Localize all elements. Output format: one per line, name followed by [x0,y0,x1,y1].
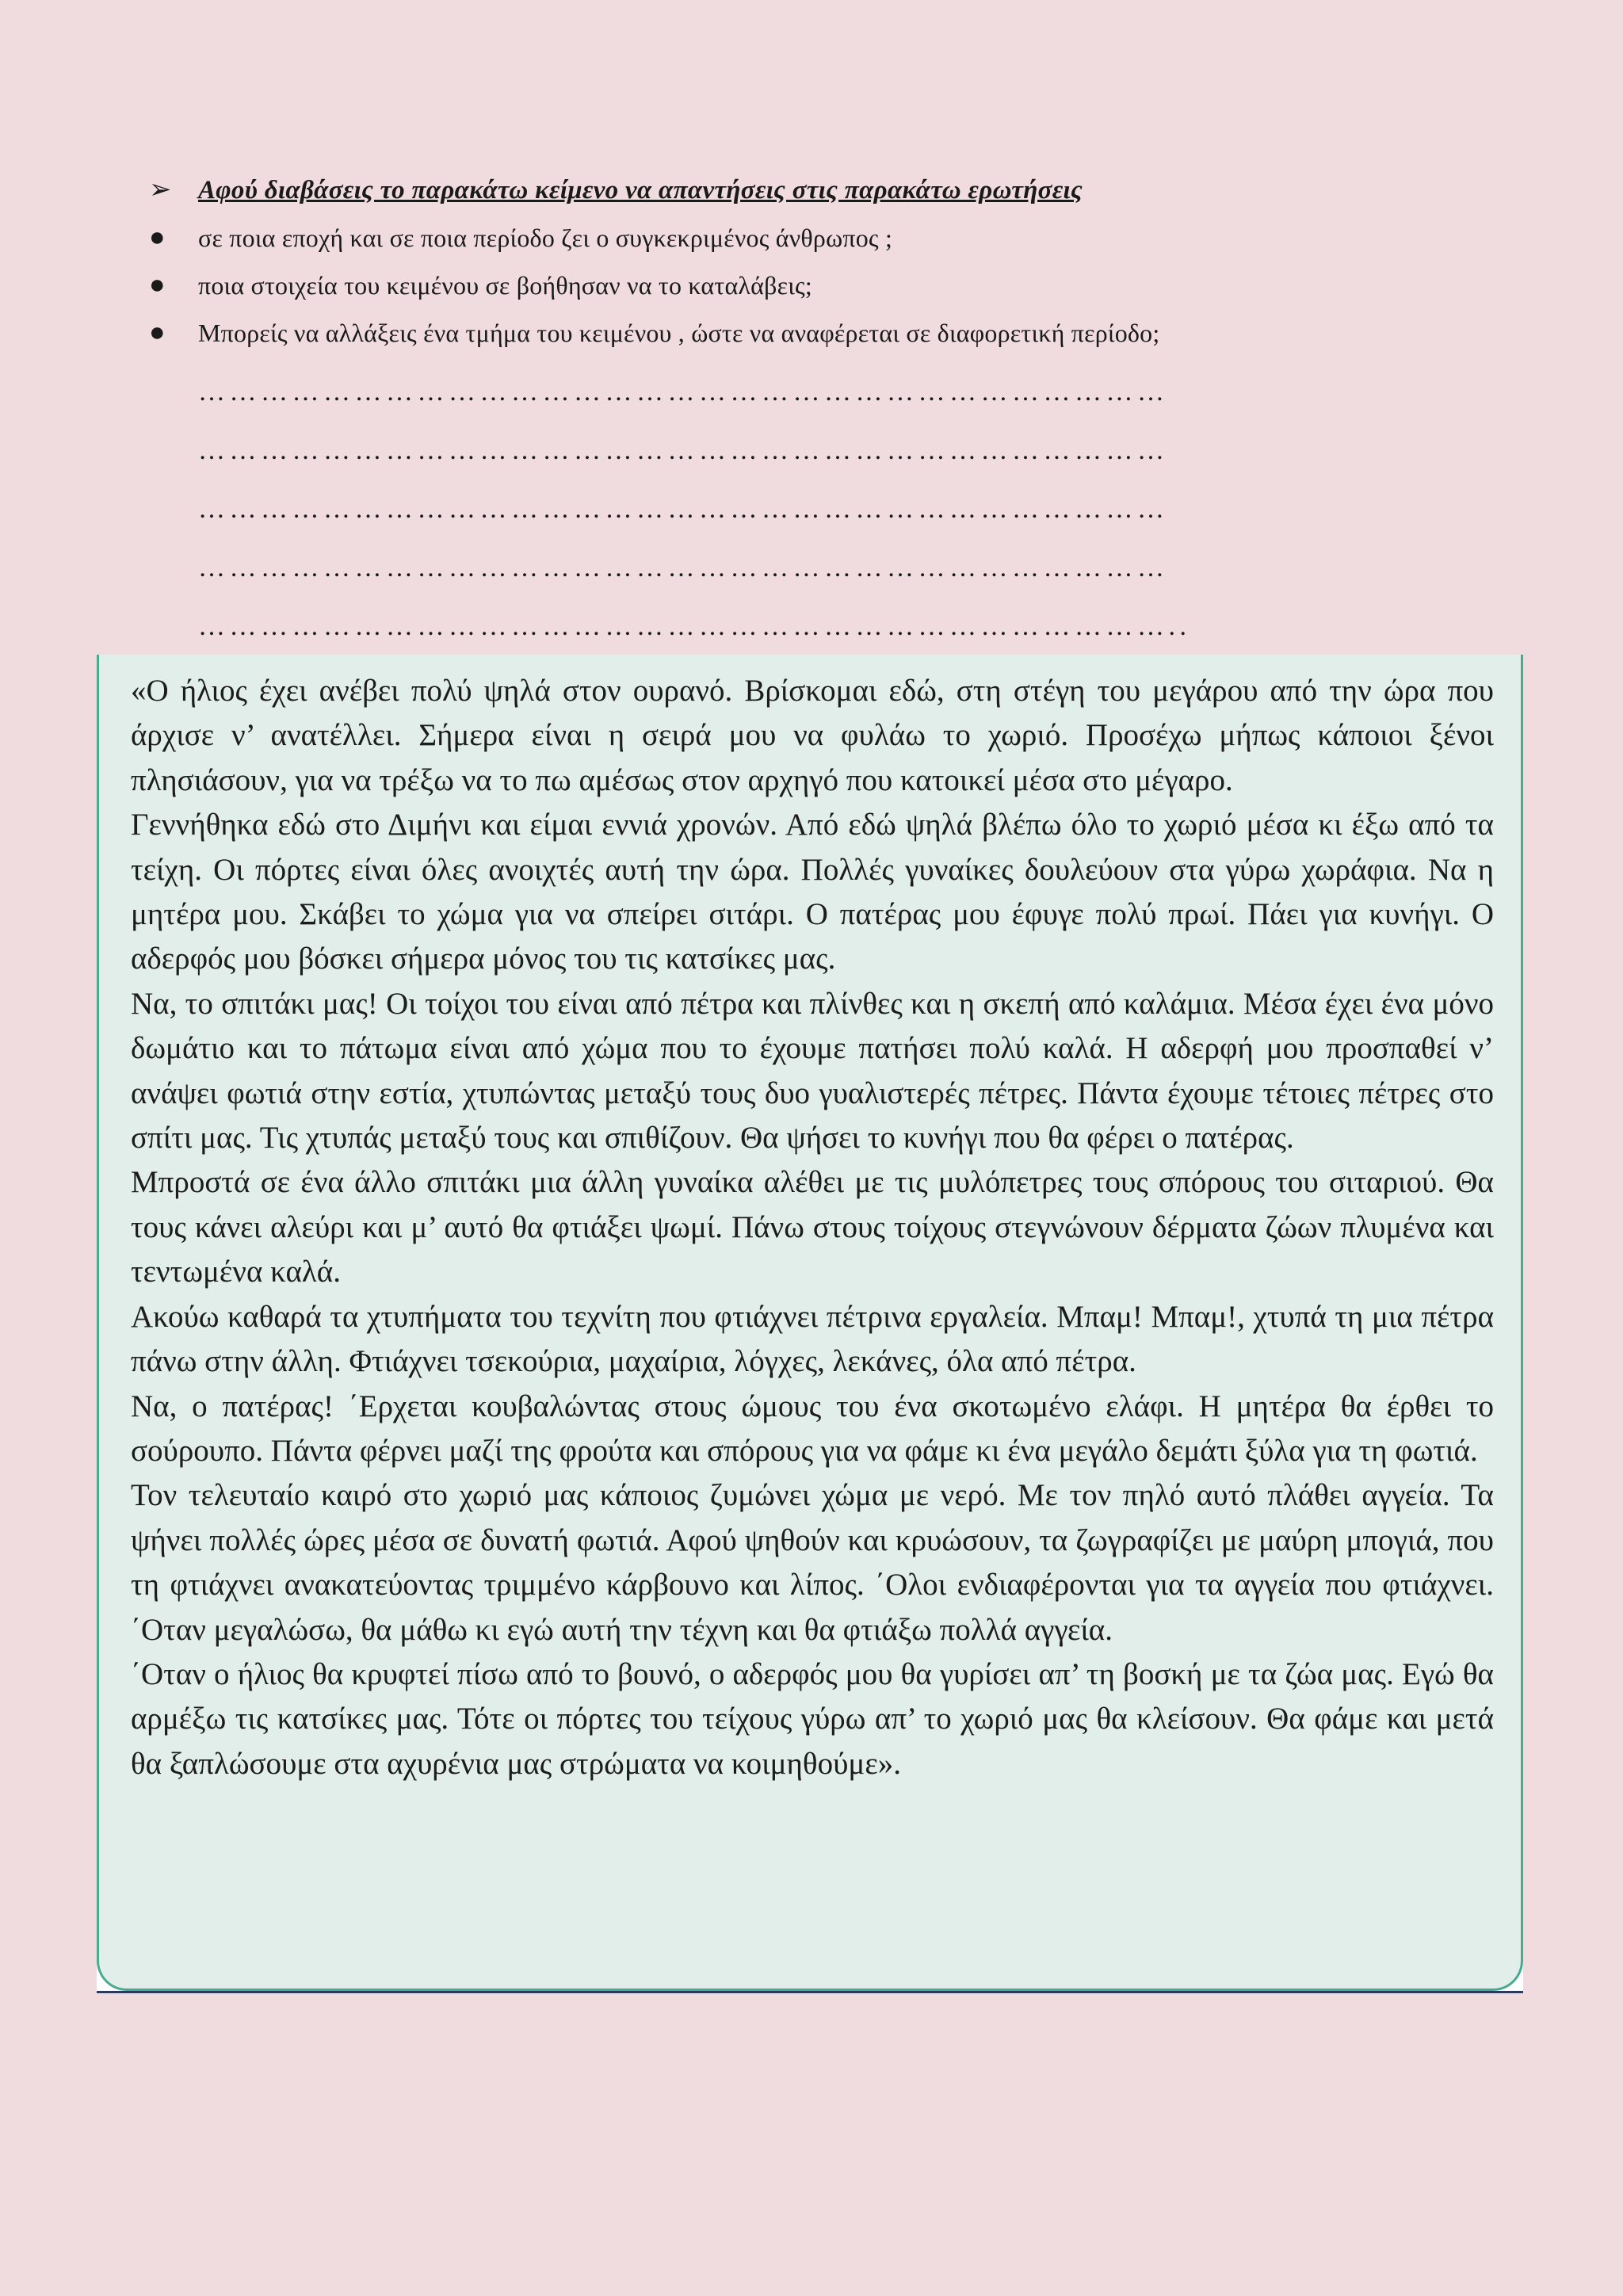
story-paragraph: «Ο ήλιος έχει ανέβει πολύ ψηλά στον ουρανό. Βρίσκομαι εδώ, στη στέγη του μεγάρου από την ώρα που άρχισε ν’ ανατέλλει. Σήμερα είναι η σειρά μου να φυλάω το χωριό. Προσέχω μήπως κάποιοι ξένοι πλησιάσουν, για να τρέξω να το πω αμέσως στον αρχηγό που κατοικεί μέσα στο μέγαρο. [131,674,1494,797]
instructions-heading: Αφού διαβάσεις το παρακάτω κείμενο να απαντήσεις στις παρακάτω ερωτήσεις [198,175,1083,204]
answer-area[interactable] [198,363,1512,656]
story-paragraph: ΄Οταν ο ήλιος θα κρυφτεί πίσω από το βουνό, ο αδερφός μου θα γυρίσει απ’ τη βοσκή με τα ζώα μας. Εγώ θα αρμέξω τις κατσίκες μας. Τότε οι πόρτες του τείχους γύρω απ’ το χωριό μας θα κλείσουν. Θα φάμε και μετά θα ξαπλώσουμε στα αχυρένια μας στρώματα να κοιμηθούμε». [131,1656,1494,1781]
story-paragraph: Ακούω καθαρά τα χτυπήματα του τεχνίτη που φτιάχνει πέτρινα εργαλεία. Μπαμ! Μπαμ!, χτυπά τη μια πέτρα πάνω στην άλλη. Φτιάχνει τσεκούρια, μαχαίρια, λόγχες, λεκάνες, όλα από πέτρα. [131,1299,1494,1379]
story-panel [97,655,1523,1991]
answer-line[interactable]: ………………………………………………………………………………… [198,377,1169,407]
question-item [149,262,1512,309]
bullet-icon: ● [149,270,166,300]
arrow-bullet-icon: ➢ [149,175,172,204]
answer-line[interactable]: ………………………………………………………………………………… [198,436,1169,465]
question-text: Μπορείς να αλλάξεις ένα τμήμα του κειμένου , ώστε να αναφέρεται σε διαφορετική περίοδο; [198,318,1160,347]
question-text: σε ποια εποχή και σε ποια περίοδο ζει ο συγκεκριμένος άνθρωπος ; [198,223,893,252]
story-paragraph: Να, ο πατέρας! ΄Ερχεται κουβαλώντας στους ώμους του ένα σκοτωμένο ελάφι. Η μητέρα θα έρθει το σούρουπο. Πάντα φέρνει μαζί της φρούτα και σπόρους για να φάμε κι ένα μεγάλο δεμάτι ξύλα για τη φωτιά. [131,1389,1494,1468]
story-textbox [97,655,1523,1991]
instructions-section [149,166,1512,656]
answer-line[interactable]: ………………………………………………………………………………….. [198,612,1191,641]
question-text: ποια στοιχεία του κειμένου σε βοήθησαν να το καταλάβεις; [198,270,812,300]
story-paragraph: Γεννήθηκα εδώ στο Διμήνι και είμαι εννιά χρονών. Από εδώ ψηλά βλέπω όλο το χωριό μέσα κι έξω από τα τείχη. Οι πόρτες είναι όλες ανοιχτές αυτή την ώρα. Πολλές γυναίκες δουλεύουν στα γύρω χωράφια. Να η μητέρα μου. Σκάβει το χώμα για να σπείρει σιτάρι. Ο πατέρας μου έφυγε πολύ πρωί. Πάει για κυνήγι. Ο αδερφός μου βόσκει σήμερα μόνος του τις κατσίκες μας. [131,808,1494,976]
bullet-icon: ● [149,223,166,252]
story-text [131,669,1494,1786]
textbox-bottom-rule [97,1991,1523,1993]
question-item [149,214,1512,262]
answer-line[interactable]: ………………………………………………………………………………… [198,553,1169,583]
story-paragraph: Να, το σπιτάκι μας! Οι τοίχοι του είναι από πέτρα και πλίνθες και η σκεπή από καλάμια. Μέσα έχει ένα μόνο δωμάτιο και το πάτωμα είναι από χώμα που το έχουμε πατήσει πολύ καλά. Η αδερφή μου προσπαθεί ν’ ανάψει φωτιά στην εστία, χτυπώντας μεταξύ τους δυο γυαλιστερές πέτρες. Πάντα έχουμε τέτοιες πέτρες στο σπίτι μας. Τις χτυπάς μεταξύ τους και σπιθίζουν. Θα ψήσει το κυνήγι που θα φέρει ο πατέρας. [131,986,1494,1156]
story-paragraph: Μπροστά σε ένα άλλο σπιτάκι μια άλλη γυναίκα αλέθει με τις μυλόπετρες τους σπόρους του σιταριού. Θα τους κάνει αλεύρι και μ’ αυτό θα φτιάξει ψωμί. Πάνω στους τοίχους στεγνώνουν δέρματα ζώων πλυμένα και τεντωμένα καλά. [131,1165,1494,1289]
story-paragraph: Τον τελευταίο καιρό στο χωριό μας κάποιος ζυμώνει χώμα με νερό. Με τον πηλό αυτό πλάθει αγγεία. Τα ψήνει πολλές ώρες μέσα σε δυνατή φωτιά. Αφού ψηθούν και κρυώσουν, τα ζωγραφίζει με μαύρη μπογιά, που τη φτιάχνει ανακατεύοντας τριμμένο κάρβουνο και λίπος. ΄Ολοι ενδιαφέρονται για τα αγγεία που φτιάχνει. ΄Οταν μεγαλώσω, θα μάθω κι εγώ αυτή την τέχνη και θα φτιάξω πολλά αγγεία. [131,1478,1494,1647]
question-item [149,309,1512,357]
answer-line[interactable]: ………………………………………………………………………………… [198,495,1169,524]
bullet-icon: ● [149,318,166,347]
instructions-heading-row [149,166,1512,214]
